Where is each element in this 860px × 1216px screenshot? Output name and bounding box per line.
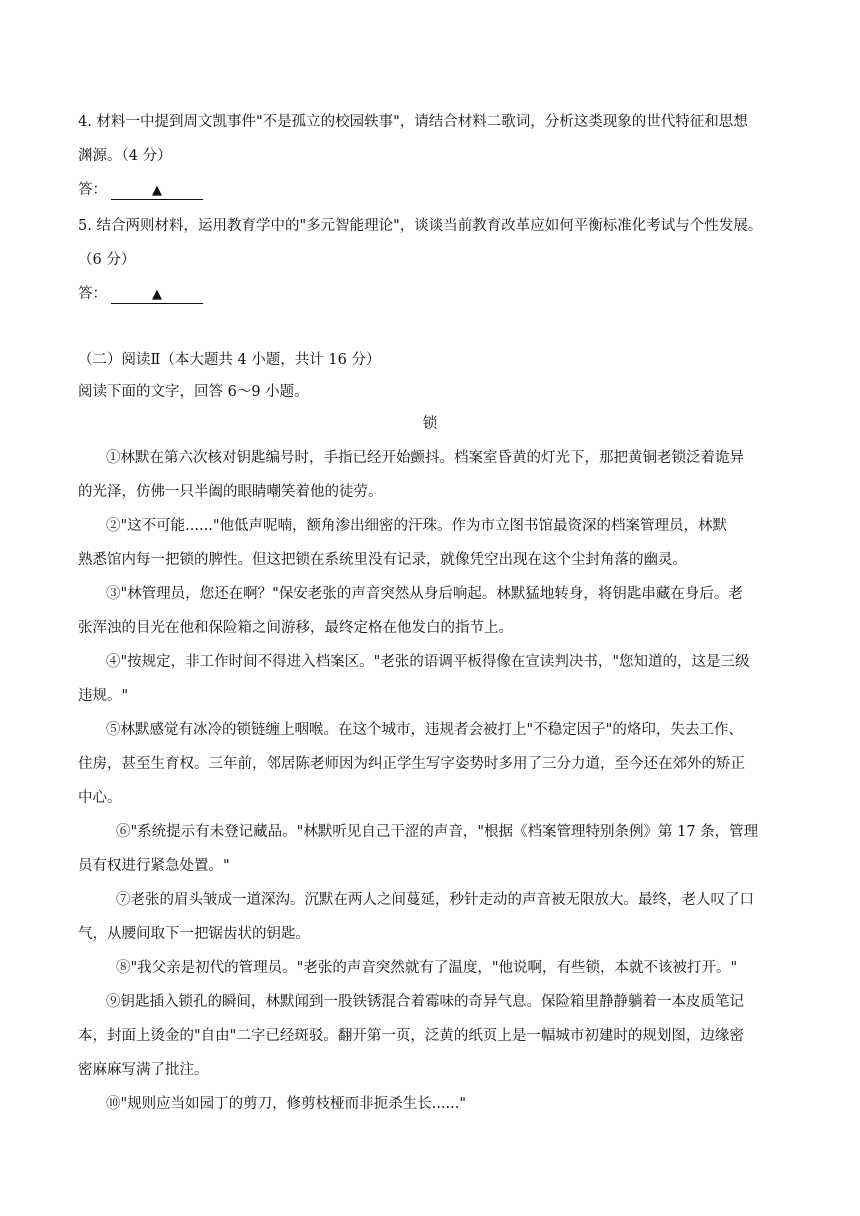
paragraph-6-line-1: ⑥"系统提示有未登记藏品。"林默听见自己干涩的声音，"根据《档案管理特别条例》第 17 条，管理 [116, 824, 759, 840]
question-5-line-1: 5. 结合两则材料，运用教育学中的"多元智能理论"，谈谈当前教育改革应如何平衡标准化考试与个性发展。 [78, 218, 763, 234]
section-heading: （二）阅读Ⅱ（本大题共 4 小题，共计 16 分） [78, 352, 381, 368]
paragraph-9-line-2: 本，封面上烫金的"自由"二字已经斑驳。翻开第一页，泛黄的纸页上是一幅城市初建时的规划图，边缘密 [78, 1028, 744, 1044]
answer-label: 答： [78, 286, 107, 302]
paragraph-6-line-2: 员有权进行紧急处置。" [78, 858, 230, 874]
paragraph-5-line-1: ⑤林默感觉有冰冷的锁链缠上咽喉。在这个城市，违规者会被打上"不稳定因子"的烙印，失去工作、 [106, 722, 743, 738]
paragraph-4-line-1: ④"按规定，非工作时间不得进入档案区。"老张的语调平板得像在宣读判决书，"您知道的，这是三级 [106, 654, 750, 670]
paragraph-3-line-1: ③"林管理员，您还在啊？"保安老张的声音突然从身后响起。林默猛地转身，将钥匙串藏在身后。老 [106, 586, 743, 602]
paragraph-2-line-1: ②"这不可能......"他低声呢喃，额角渗出细密的汗珠。作为市立图书馆最资深的档案管理员，林默 [106, 518, 727, 534]
question-4-line-1: 4. 材料一中提到周文凯事件"不是孤立的校园轶事"，请结合材料二歌词，分析这类现象的世代特征和思想 [78, 114, 748, 130]
paragraph-5-line-3: 中心。 [78, 790, 122, 806]
paragraph-1-line-1: ①林默在第六次核对钥匙编号时，手指已经开始颤抖。档案室昏黄的灯光下，那把黄铜老锁泛着诡异 [106, 450, 744, 466]
paragraph-1-line-2: 的光泽，仿佛一只半阖的眼睛嘲笑着他的徒劳。 [78, 484, 383, 500]
question-5-line-2: （6 分） [78, 252, 136, 268]
paragraph-7-line-1: ⑦老张的眉头皱成一道深沟。沉默在两人之间蔓延，秒针走动的声音被无限放大。最终，老人叹了口 [116, 892, 754, 908]
paragraph-2-line-2: 熟悉馆内每一把锁的脾性。但这把锁在系统里没有记录，就像凭空出现在这个尘封角落的幽灵。 [78, 552, 687, 568]
paragraph-7-line-2: 气，从腰间取下一把锯齿状的钥匙。 [78, 926, 310, 942]
paragraph-8-line-1: ⑧"我父亲是初代的管理员。"老张的声音突然就有了温度，"他说啊，有些锁，本就不该被打开。" [116, 960, 738, 976]
section-instruction: 阅读下面的文字，回答 6～9 小题。 [78, 384, 309, 400]
paragraph-9-line-1: ⑨钥匙插入锁孔的瞬间，林默闻到一股铁锈混合着霉味的奇异气息。保险箱里静静躺着一本皮质笔记 [106, 994, 744, 1010]
paragraph-10-line-1: ⑩"规则应当如园丁的剪刀，修剪枝桠而非扼杀生长......" [106, 1096, 466, 1112]
paragraph-3-line-2: 张浑浊的目光在他和保险箱之间游移，最终定格在他发白的指节上。 [78, 620, 513, 636]
story-title: 锁 [422, 416, 438, 432]
answer-blank[interactable] [111, 183, 203, 200]
paragraph-4-line-2: 违规。" [78, 688, 129, 704]
answer-line-5 [78, 284, 203, 304]
paragraph-9-line-3: 密麻麻写满了批注。 [78, 1062, 209, 1078]
answer-blank[interactable] [111, 287, 203, 304]
answer-label: 答： [78, 182, 107, 198]
triangle-mark-icon: ▲ [152, 287, 162, 302]
triangle-mark-icon: ▲ [152, 183, 162, 198]
answer-line-4 [78, 180, 203, 200]
question-4-line-2: 渊源。（4 分） [78, 148, 172, 164]
paragraph-5-line-2: 住房，甚至生育权。三年前，邻居陈老师因为纠正学生写字姿势时多用了三分力道，至今还在郊外的矫正 [78, 756, 745, 772]
